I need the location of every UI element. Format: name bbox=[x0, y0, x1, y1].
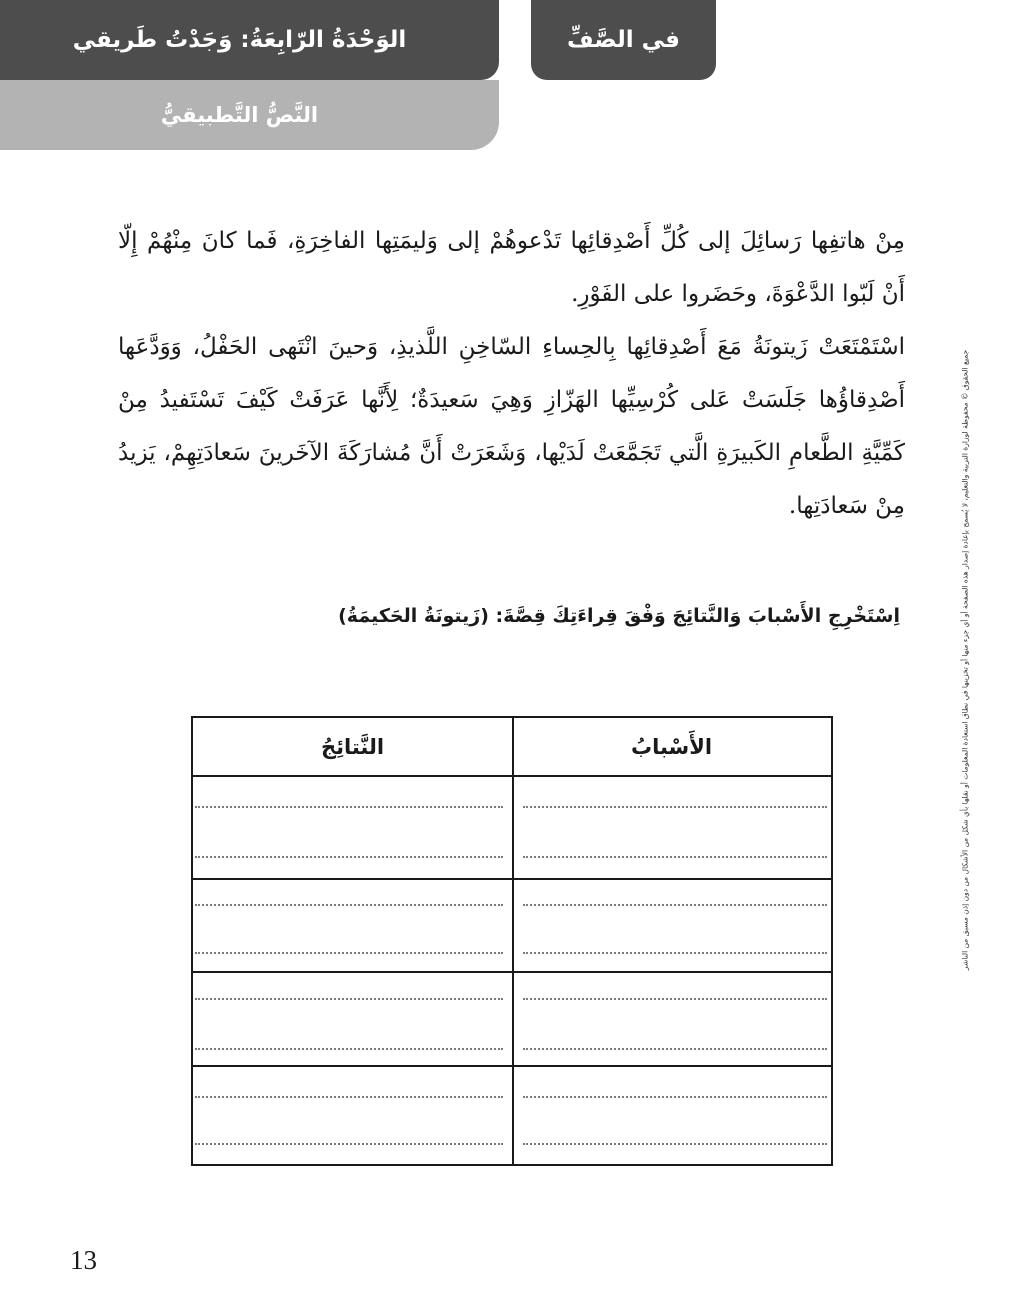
column-divider bbox=[512, 718, 514, 1164]
writing-line-cause[interactable] bbox=[523, 952, 827, 954]
unit-title: الوَحْدَةُ الرّابِعَةُ: وَجَدْتُ طَريقي bbox=[72, 27, 407, 53]
writing-line-result[interactable] bbox=[195, 806, 503, 808]
exercise-instruction: اِسْتَخْرِجِ الأَسْبابَ وَالنَّتائِجَ وَفْقَ قِراءَتِكَ قِصَّةَ: (زَيتونَةُ الحَكيمَةُ) bbox=[338, 605, 900, 627]
story-paragraph-2: اسْتَمْتَعَتْ زَيتونَةُ مَعَ أَصْدِقائِها بِالحِساءِ السّاخِنِ اللَّذيذِ، وَحينَ انْتَهى الحَفْلُ، وَوَدَّعَها أَصْدِقاؤُها جَلَسَتْ عَلى كُرْسِيِّها الهَزّازِ وَهِيَ سَعيدَةٌ؛ لِأَنَّها عَرَفَتْ كَيْفَ تَسْتَفيدُ مِنْ كَمِّيَّةِ الطَّعامِ الكَبيرَةِ الَّتي تَجَمَّعَتْ لَدَيْها، وَشَعَرَتْ أَنَّ مُشارَكَةَ الآخَرينَ سَعادَتِهِمْ، يَزيدُ مِنْ سَعادَتِها. bbox=[118, 334, 905, 519]
story-text bbox=[118, 215, 905, 533]
row-divider bbox=[193, 971, 831, 973]
row-divider bbox=[193, 878, 831, 880]
header-causes: الأَسْبابُ bbox=[630, 734, 713, 759]
subtitle-bar bbox=[0, 80, 499, 150]
writing-line-cause[interactable] bbox=[523, 806, 827, 808]
causes-results-table bbox=[191, 716, 833, 1166]
writing-line-result[interactable] bbox=[195, 1143, 503, 1145]
writing-line-result[interactable] bbox=[195, 856, 503, 858]
section-subtitle: النَّصُّ التَّطبيقيُّ bbox=[160, 103, 319, 127]
writing-line-cause[interactable] bbox=[523, 1143, 827, 1145]
writing-line-cause[interactable] bbox=[523, 904, 827, 906]
copyright-note-text: جميع الحقوق © محفوظة لوزارة التربية والتعليم، لا يُسمح بإعادة إصدار هذه الصفحة أو أي جزء منها أو تخزينها في نطاق استعادة المعلومات أو نقلها بأي شكل من الأشكال من دون إذن مسبق من الناشر bbox=[960, 349, 970, 971]
writing-line-result[interactable] bbox=[195, 952, 503, 954]
writing-line-result[interactable] bbox=[195, 1048, 503, 1050]
class-label: في الصَّفِّ bbox=[567, 27, 680, 53]
writing-line-cause[interactable] bbox=[523, 856, 827, 858]
copyright-note bbox=[955, 310, 975, 1010]
header-divider bbox=[193, 775, 831, 777]
story-paragraph-1: مِنْ هاتفِها رَسائِلَ إلى كُلِّ أَصْدِقائِها تَدْعوهُمْ إلى وَليمَتِها الفاخِرَةِ، فَما كانَ مِنْهُمْ إِلّا أَنْ لَبّوا الدَّعْوَةَ، وحَضَروا على الفَوْرِ. bbox=[118, 228, 905, 307]
writing-line-cause[interactable] bbox=[523, 998, 827, 1000]
writing-line-result[interactable] bbox=[195, 904, 503, 906]
class-label-tab bbox=[531, 0, 716, 80]
writing-line-result[interactable] bbox=[195, 1096, 503, 1098]
unit-title-tab bbox=[0, 0, 499, 80]
writing-line-cause[interactable] bbox=[523, 1048, 827, 1050]
page-number: 13 bbox=[70, 1245, 97, 1275]
writing-line-cause[interactable] bbox=[523, 1096, 827, 1098]
row-divider bbox=[193, 1065, 831, 1067]
header-results: النَّتائِجُ bbox=[320, 734, 385, 759]
writing-line-result[interactable] bbox=[195, 998, 503, 1000]
